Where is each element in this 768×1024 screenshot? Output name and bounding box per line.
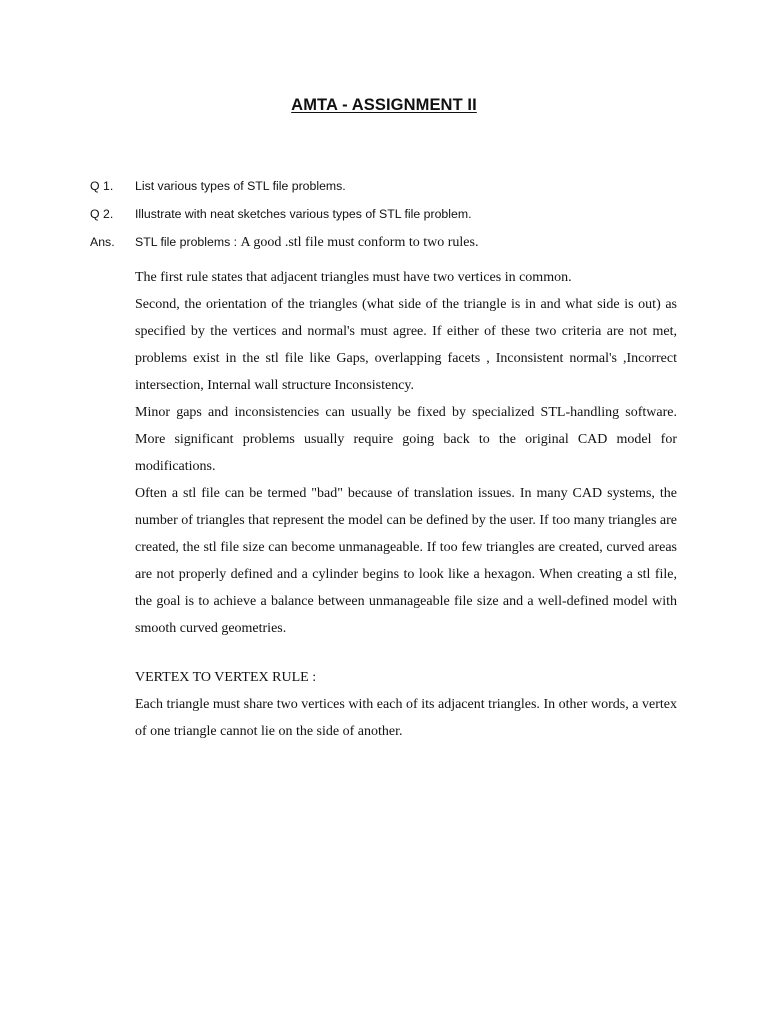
question-1-text: List various types of STL file problems. — [135, 179, 346, 193]
answer-body — [135, 264, 677, 642]
answer-lead-text: A good .stl file must conform to two rules. — [240, 235, 479, 250]
answer-intro — [90, 235, 690, 251]
question-2-text: Illustrate with neat sketches various types of STL file problem. — [135, 207, 472, 221]
question-2 — [90, 207, 690, 221]
paragraph-orientation: Second, the orientation of the triangles (what side of the triangle is in and what side is out) as specified by the vertices and normal's must agree. If either of these two criteria are not met, problems exist in the stl file like Gaps, overlapping facets , Inconsistent normal's ,Incorrect intersection, Internal wall structure Inconsistency. — [135, 297, 677, 393]
question-2-number: Q 2. — [90, 207, 114, 221]
section-paragraph: Each triangle must share two vertices with each of its adjacent triangles. In other words, a vertex of one triangle cannot lie on the side of another. — [135, 697, 677, 739]
paragraph-translation: Often a stl file can be termed "bad" because of translation issues. In many CAD systems, the number of triangles that represent the model can be defined by the user. If too many triangles are created, the stl file size can become unmanageable. If too few triangles are created, curved areas are not properly defined and a cylinder begins to look like a hexagon. When creating a stl file, the goal is to achieve a balance between unmanageable file size and a well-defined model with smooth curved geometries. — [135, 486, 677, 636]
paragraph-minor-gaps: Minor gaps and inconsistencies can usually be fixed by specialized STL-handling software. More significant problems usually require going back to the original CAD model for modifications. — [135, 405, 677, 474]
question-1 — [90, 179, 690, 193]
answer-lead-bold: STL file problems : — [135, 235, 241, 249]
vertex-rule-section — [135, 664, 677, 745]
page-title: AMTA - ASSIGNMENT II — [291, 96, 477, 114]
paragraph-first-rule: The first rule states that adjacent triangles must have two vertices in common. — [135, 270, 572, 285]
section-heading: VERTEX TO VERTEX RULE : — [135, 670, 317, 685]
question-1-number: Q 1. — [90, 179, 114, 193]
answer-label: Ans. — [90, 235, 115, 249]
